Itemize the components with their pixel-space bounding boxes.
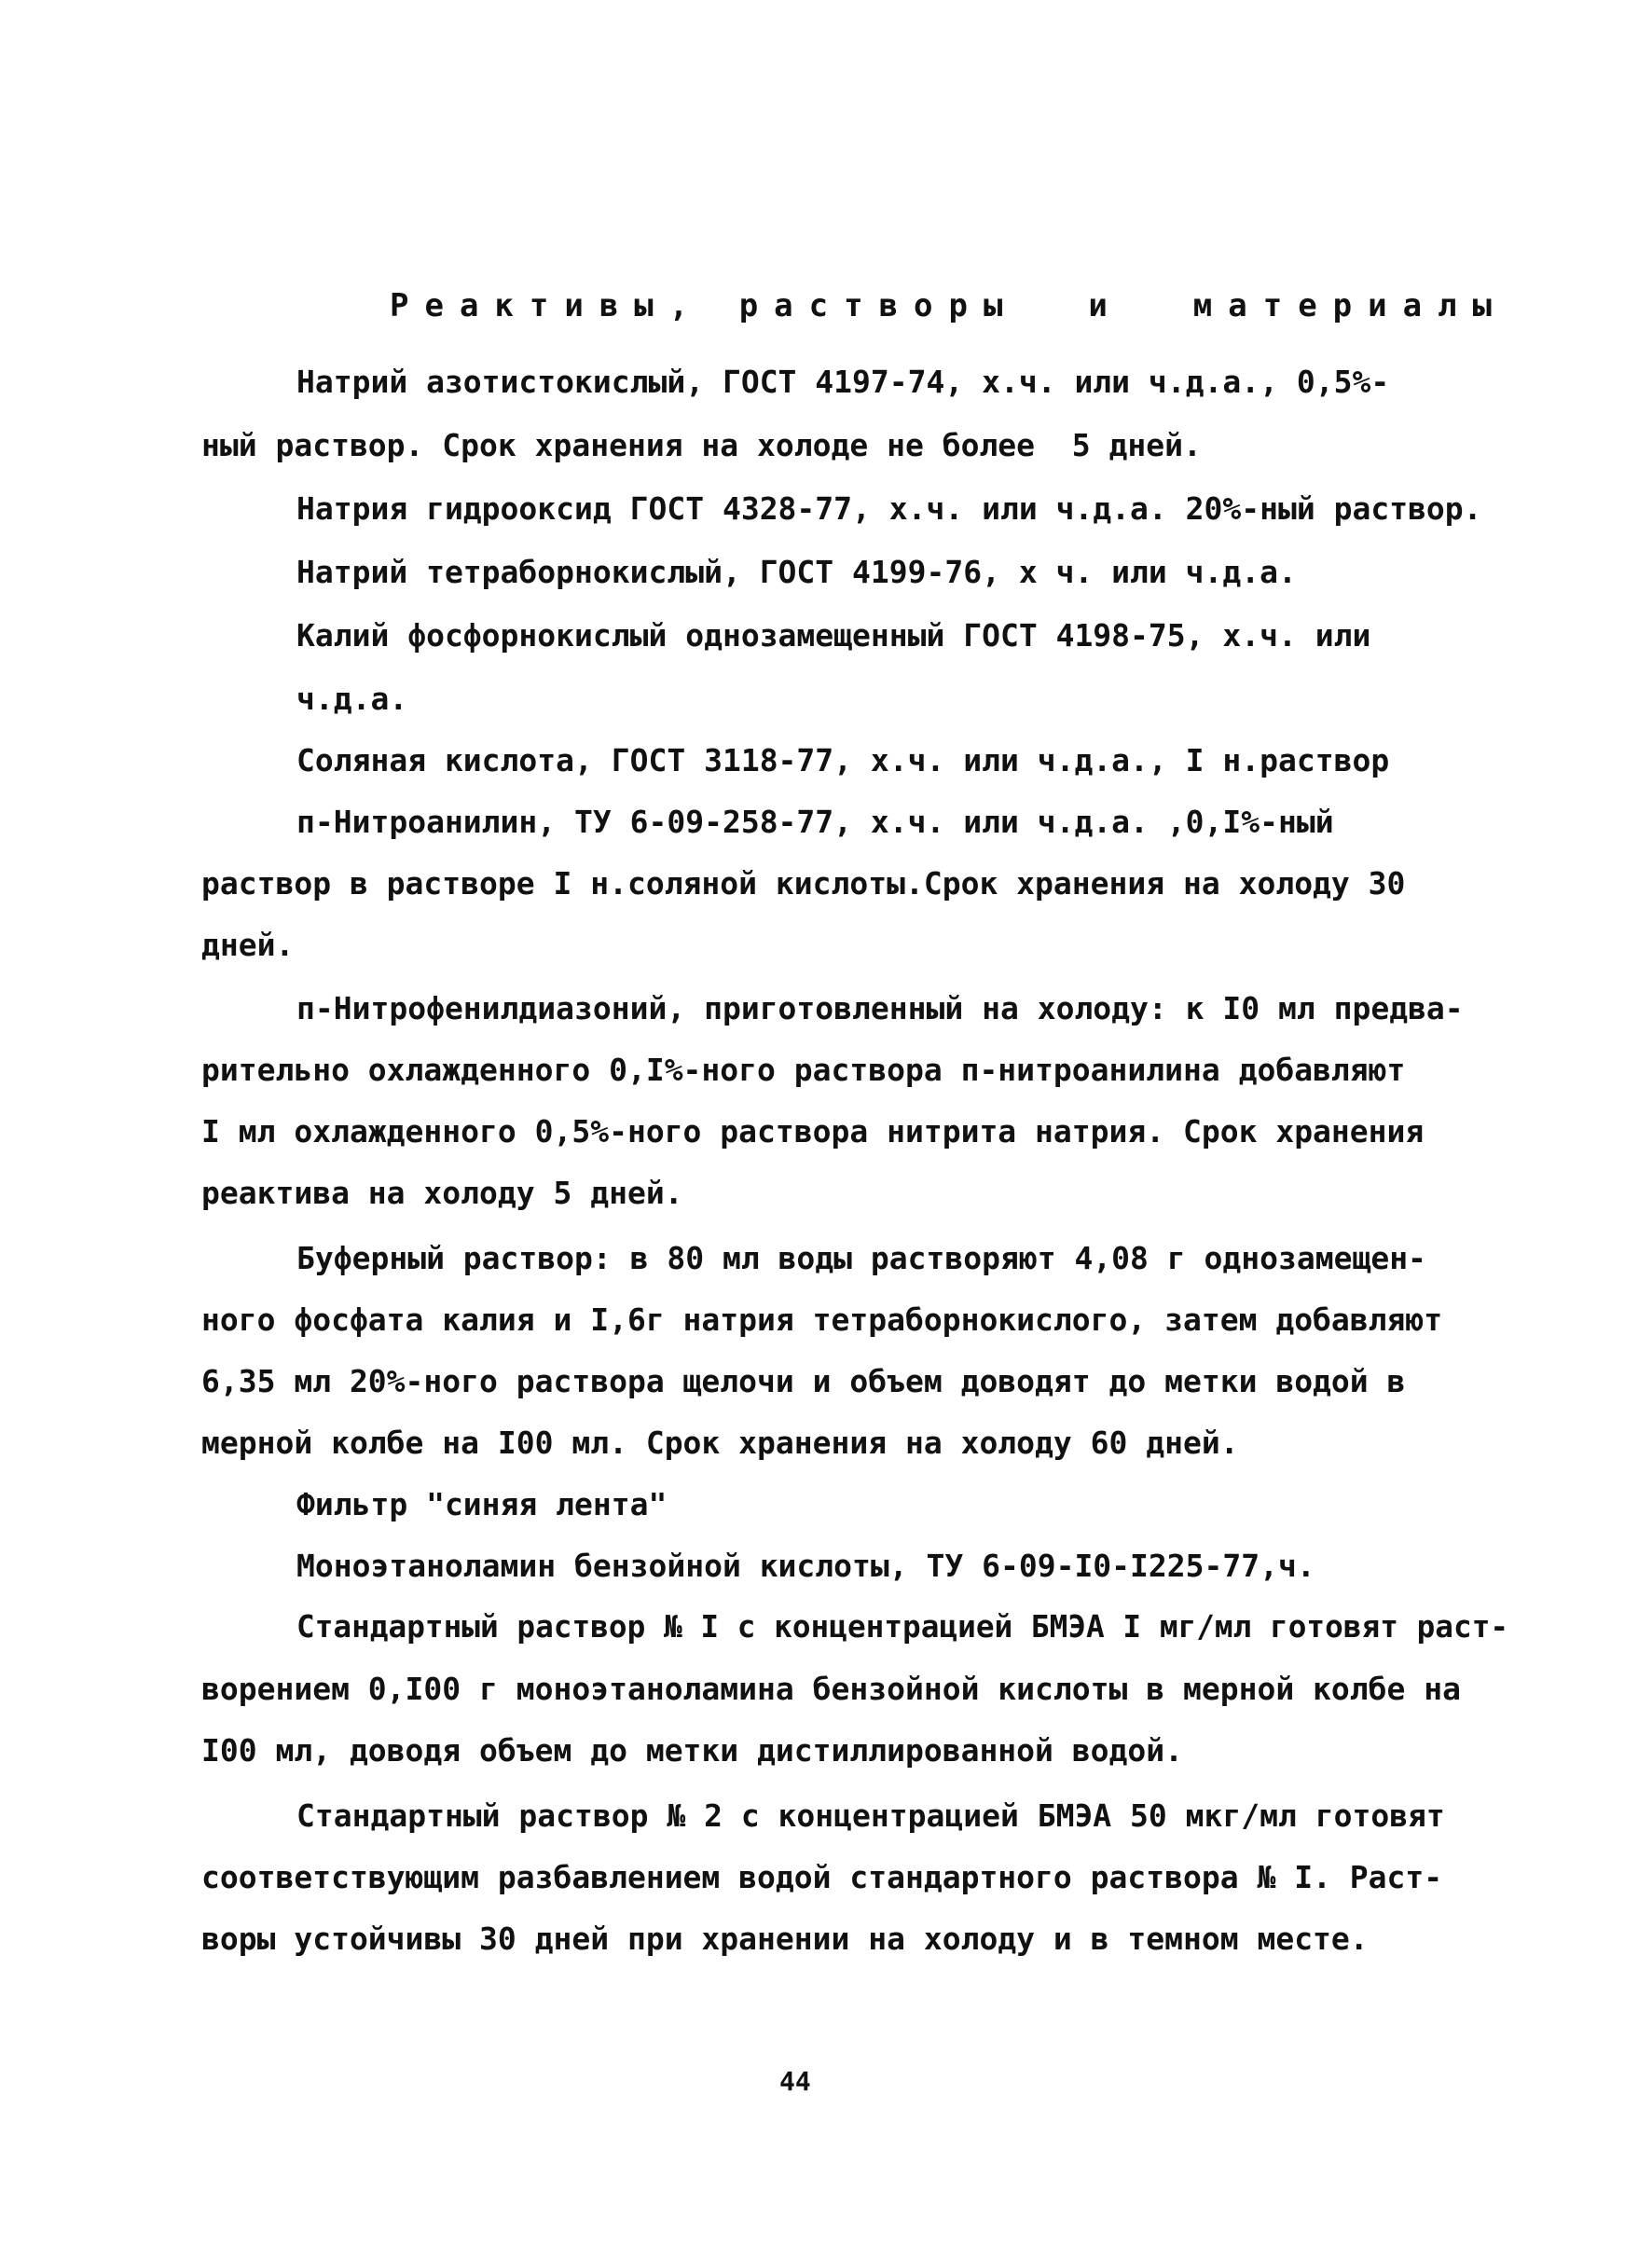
section-heading: Реактивы, растворы и материалы [390, 287, 1508, 324]
text-line-13: I мл охлажденного 0,5%-ного раствора нитрита натрия. Срок хранения [201, 1113, 1425, 1150]
text-line-9: раствор в растворе I н.соляной кислоты.Срок хранения на холоду 30 [201, 865, 1406, 902]
text-line-21: Стандартный раствор № I с концентрацией БМЭА I мг/мл готовят раст- [296, 1609, 1509, 1645]
text-line-14: реактива на холоду 5 дней. [201, 1175, 683, 1211]
text-line-2: ный раствор. Срок хранения на холоде не более 5 дней. [201, 427, 1202, 463]
text-line-19: Фильтр "синяя лента" [296, 1486, 668, 1522]
text-line-18: мерной колбе на I00 мл. Срок хранения на холоду 60 дней. [201, 1425, 1239, 1461]
text-line-15: Буферный раствор: в 80 мл воды растворяют 4,08 г однозамещен- [296, 1240, 1426, 1276]
text-line-5: Калий фосфорнокислый однозамещенный ГОСТ 4198-75, х.ч. или [296, 617, 1371, 654]
text-line-22: ворением 0,I00 г моноэтаноламина бензойной кислоты в мерной колбе на [201, 1671, 1462, 1707]
text-line-17: 6,35 мл 20%-ного раствора щелочи и объем доводят до метки водой в [201, 1363, 1406, 1399]
text-line-12: рительно охлажденного 0,I%-ного раствора п-нитроанилина добавляют [201, 1052, 1406, 1088]
text-line-24: Стандартный раствор № 2 с концентрацией БМЭА 50 мкг/мл готовят [296, 1797, 1445, 1834]
text-line-10: дней. [201, 927, 295, 963]
text-line-11: п-Нитрофенилдиазоний, приготовленный на холоду: к I0 мл предва- [296, 990, 1464, 1026]
text-line-26: воры устойчивы 30 дней при хранении на холоду и в темном месте. [201, 1921, 1369, 1957]
text-line-16: ного фосфата калия и I,6г натрия тетраборнокислого, затем добавляют [201, 1301, 1443, 1338]
text-line-25: соответствующим разбавлением водой стандартного раствора № I. Раст- [201, 1859, 1443, 1895]
text-line-20: Моноэтаноламин бензойной кислоты, ТУ 6-09-I0-I225-77,ч. [296, 1548, 1315, 1584]
text-line-4: Натрий тетраборнокислый, ГОСТ 4199-76, х ч. или ч.д.а. [296, 554, 1297, 590]
text-line-3: Натрия гидрооксид ГОСТ 4328-77, х.ч. или ч.д.а. 20%-ный раствор. [296, 490, 1482, 527]
text-line-23: I00 мл, доводя объем до метки дистиллированной водой. [201, 1732, 1183, 1769]
text-line-1: Натрий азотистокислый, ГОСТ 4197-74, х.ч. или ч.д.а., 0,5%- [296, 364, 1390, 400]
page-number: 44 [779, 2066, 811, 2097]
text-line-6: ч.д.а. [296, 681, 408, 717]
text-line-8: п-Нитроанилин, ТУ 6-09-258-77, х.ч. или ч.д.а. ,0,I%-ный [296, 804, 1334, 840]
text-line-7: Соляная кислота, ГОСТ 3118-77, х.ч. или ч.д.а., I н.раствор [296, 742, 1390, 778]
